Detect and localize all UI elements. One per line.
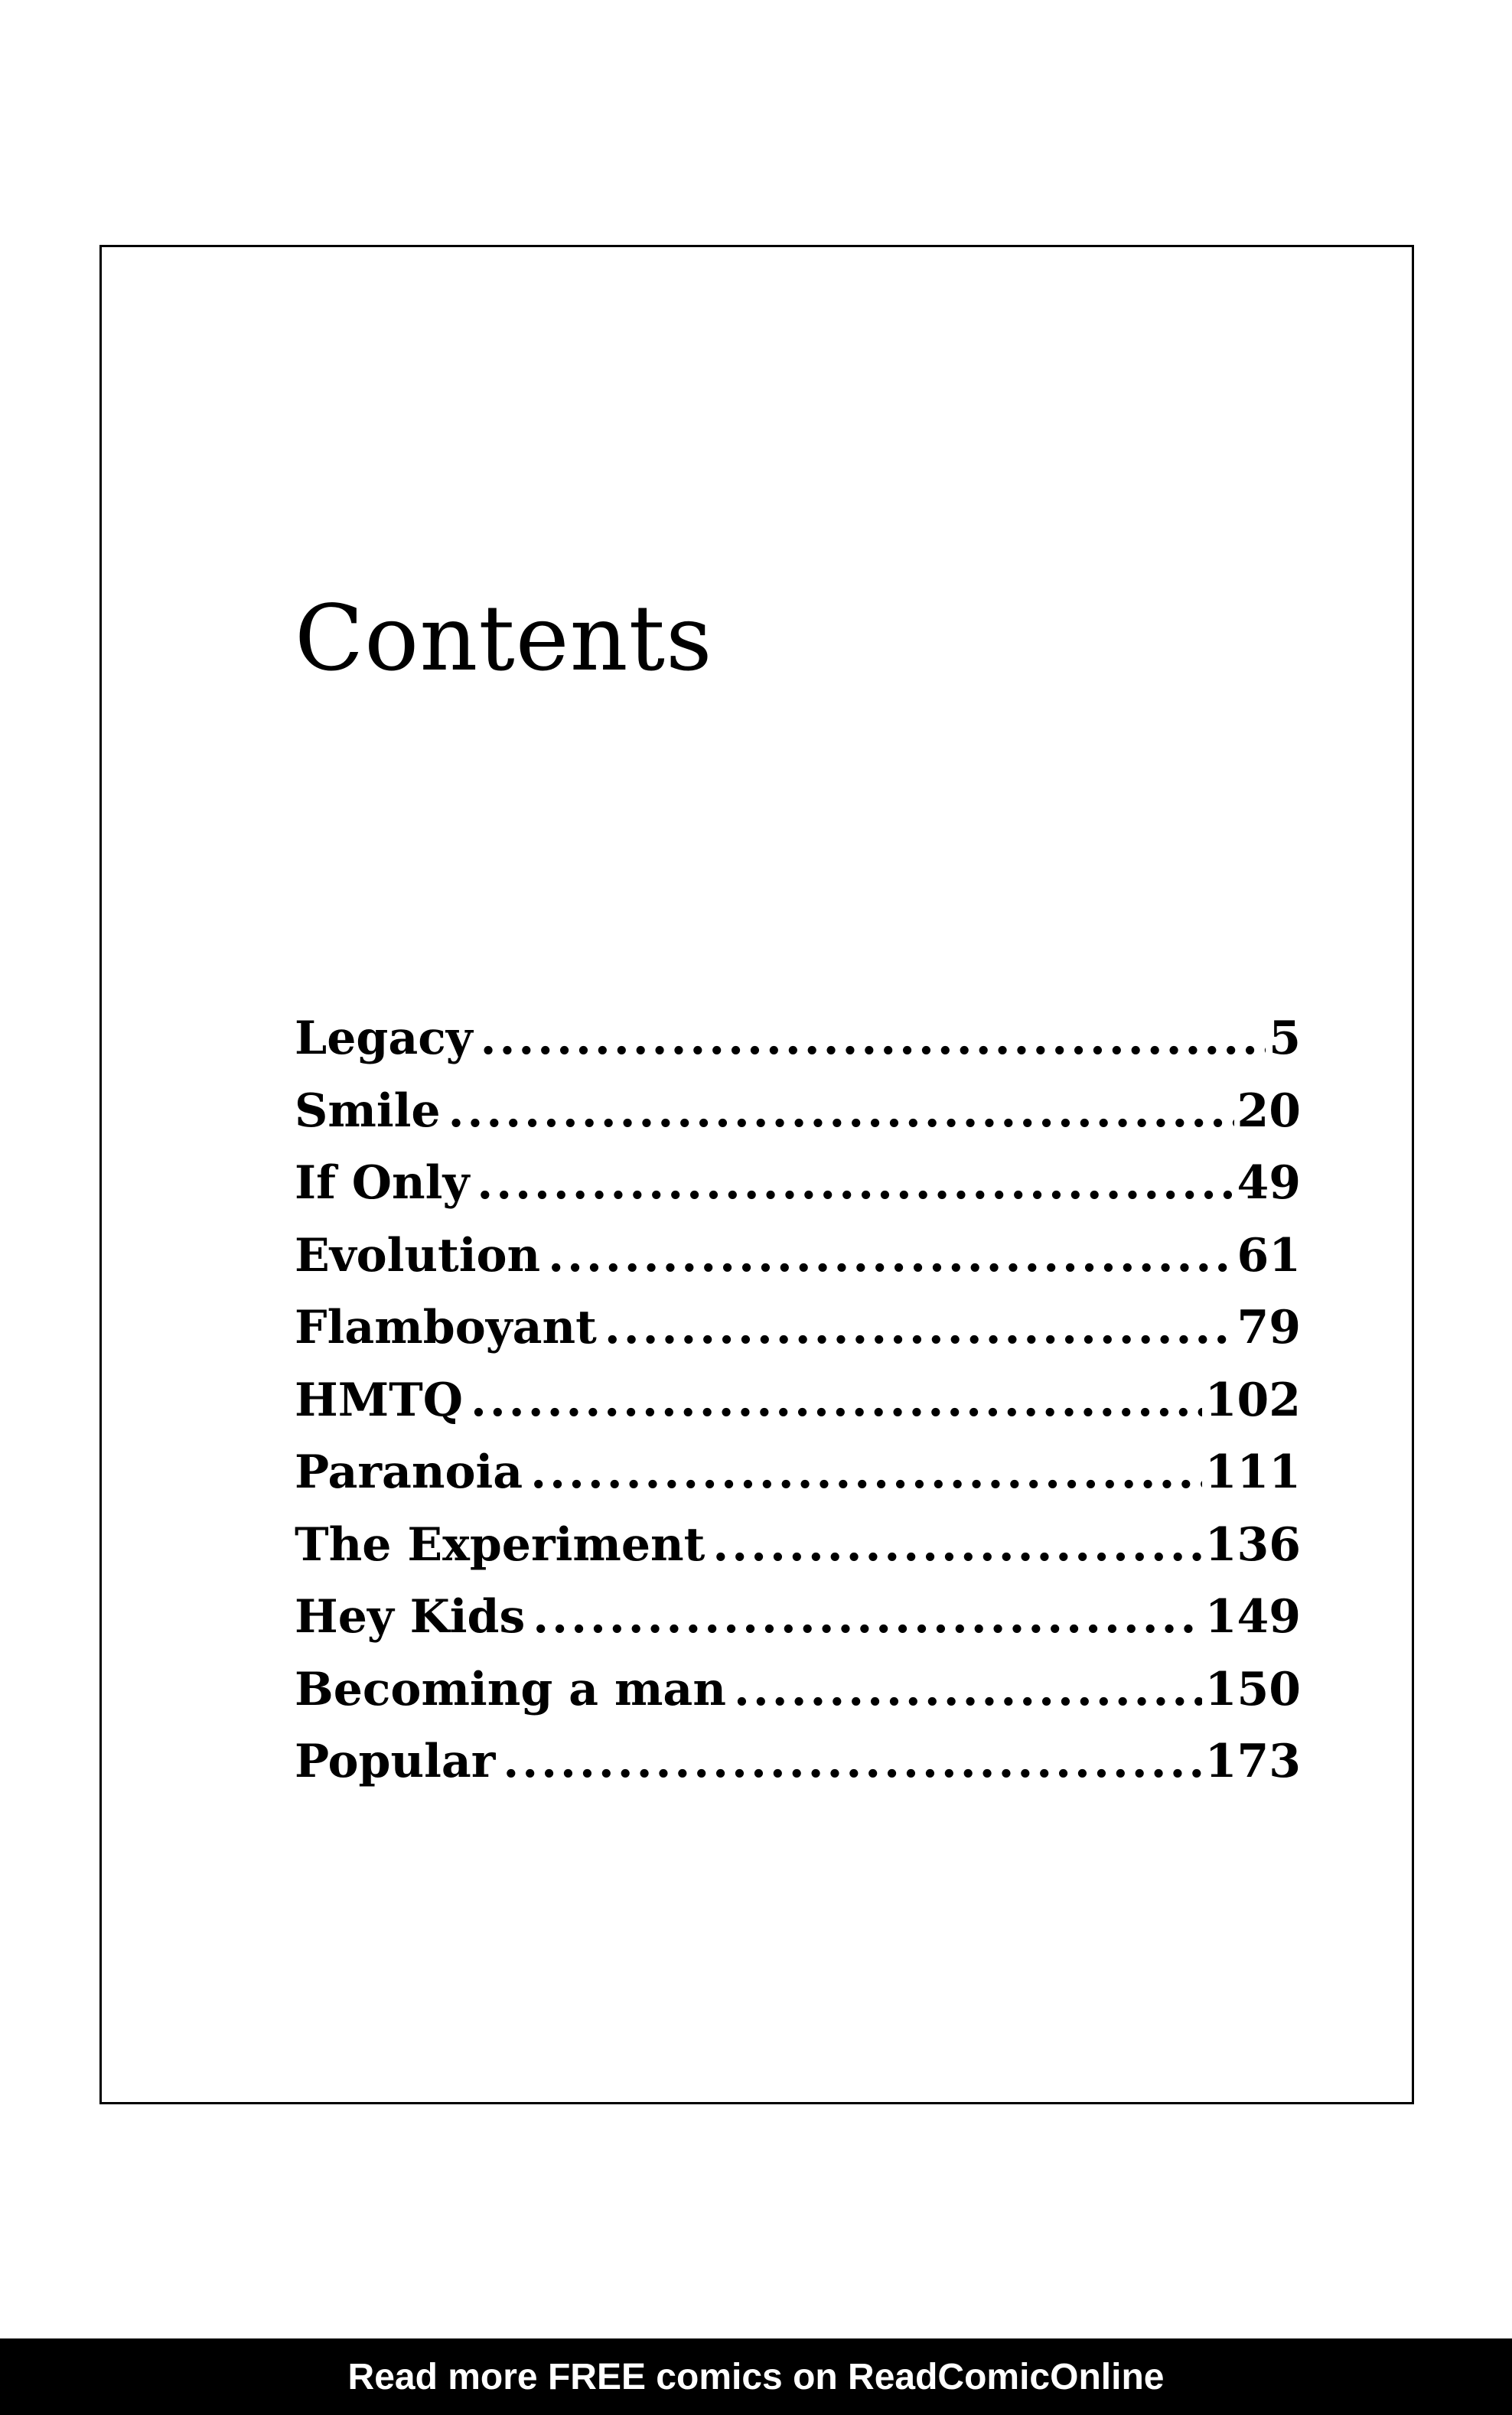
toc-entry-title: Legacy	[295, 1012, 473, 1065]
toc-entry-page: 102	[1204, 1373, 1301, 1427]
toc-entry-title: Flamboyant	[295, 1301, 597, 1354]
toc-entry-title: Popular	[295, 1735, 496, 1788]
toc-dot-leader	[548, 1220, 1233, 1292]
toc-entry-hmtq	[295, 1364, 1301, 1437]
toc-dot-leader	[503, 1726, 1201, 1798]
toc-dot-leader	[734, 1654, 1202, 1726]
toc-entry-if-only	[295, 1147, 1301, 1220]
toc-entry-title: Becoming a man	[295, 1662, 726, 1716]
toc-dot-leader	[712, 1509, 1201, 1582]
toc-entry-flamboyant	[295, 1292, 1301, 1364]
toc-entry-page: 149	[1204, 1590, 1301, 1644]
toc-entry-title: HMTQ	[295, 1373, 464, 1427]
toc-entry-page: 150	[1204, 1662, 1301, 1716]
toc-entry-title: The Experiment	[295, 1517, 705, 1572]
toc-entry-title: Evolution	[295, 1228, 541, 1282]
promo-banner-text[interactable]: Read more FREE comics on ReadComicOnline	[347, 2356, 1165, 2397]
toc-entry-legacy	[295, 1002, 1301, 1075]
toc-entry-evolution	[295, 1220, 1301, 1292]
toc-entry-title: Paranoia	[295, 1445, 523, 1499]
toc-entry-page: 136	[1204, 1517, 1301, 1572]
toc-entry-page: 111	[1204, 1445, 1301, 1499]
toc-dot-leader	[533, 1581, 1201, 1654]
toc-entry-hey-kids	[295, 1581, 1301, 1654]
toc-entry-page: 20	[1237, 1084, 1301, 1138]
toc-entry-smile	[295, 1075, 1301, 1148]
toc-dot-leader	[471, 1364, 1202, 1437]
page-title: Contents	[295, 585, 713, 691]
toc-entry-the-experiment	[295, 1509, 1301, 1582]
toc-entry-title: Hey Kids	[295, 1590, 526, 1644]
toc-entry-page: 79	[1237, 1301, 1301, 1354]
toc-entry-popular	[295, 1726, 1301, 1798]
toc-entry-becoming-a-man	[295, 1654, 1301, 1726]
toc-entry-page: 49	[1237, 1156, 1301, 1210]
toc-entry-page: 173	[1204, 1735, 1301, 1788]
table-of-contents	[295, 1002, 1301, 1798]
promo-banner[interactable]	[0, 2338, 1512, 2415]
toc-dot-leader	[448, 1075, 1234, 1148]
toc-entry-page: 5	[1269, 1012, 1301, 1065]
toc-entry-title: If Only	[295, 1156, 470, 1210]
toc-dot-leader	[530, 1436, 1202, 1509]
toc-entry-paranoia	[295, 1436, 1301, 1509]
toc-entry-page: 61	[1237, 1228, 1301, 1282]
toc-dot-leader	[604, 1292, 1234, 1364]
toc-entry-title: Smile	[295, 1084, 441, 1138]
toc-dot-leader	[477, 1147, 1233, 1220]
toc-dot-leader	[481, 1002, 1266, 1075]
